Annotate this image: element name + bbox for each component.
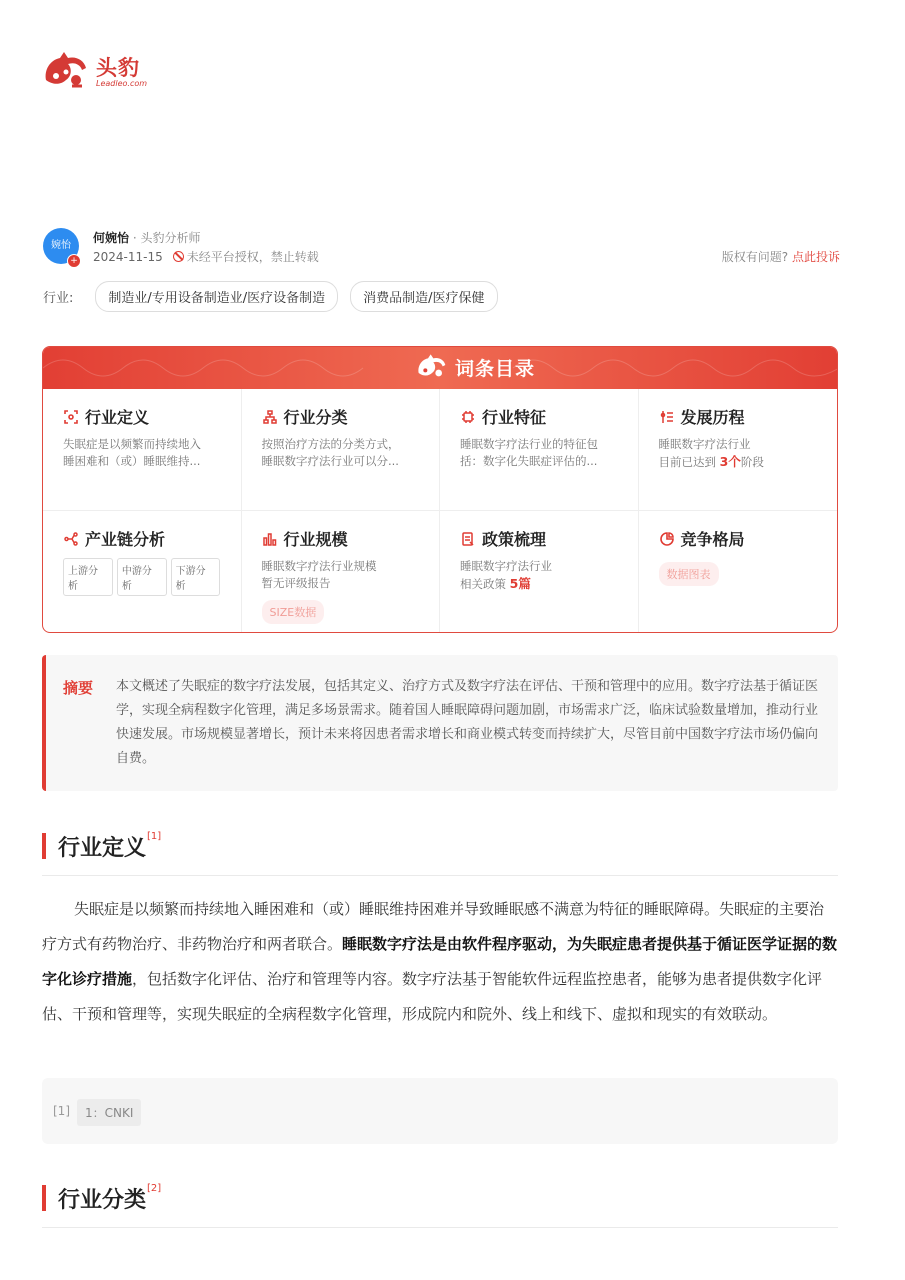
author-meta <box>93 248 319 265</box>
citation-link[interactable]: [1] <box>147 831 162 842</box>
section-marker <box>42 1185 46 1211</box>
catalog-item-desc <box>460 575 618 593</box>
definition-paragraph <box>42 892 838 1032</box>
summary-text: 本文概述了失眠症的数字疗法发展，包括其定义、治疗方式及数字疗法在评估、干预和管理中的应用。数字疗法基于循证医学，实现全病程数字化管理，满足多场景需求。随着国人睡眠障碍问题加剧，市场需求广泛，临床试验数量增加，推动行业快速发展。市场规模显著增长，预计未来将因患者需求增长和商业模式转变而持续扩大，尽管目前中国数字疗法市场仍偏向自费。 <box>116 679 819 766</box>
citation-link[interactable]: [2] <box>147 1183 162 1194</box>
brand-logo[interactable] <box>42 50 152 94</box>
catalog-item-desc: 失眠症是以频繁而持续地入 <box>63 437 201 451</box>
author-name[interactable]: 何婉怡 <box>93 231 130 245</box>
document-icon <box>460 531 476 547</box>
catalog-item-title: 行业特征 <box>482 408 547 427</box>
catalog-item-definition[interactable] <box>43 389 242 511</box>
leopard-logo-icon <box>42 50 90 92</box>
catalog-item-desc: 睡困难和（或）睡眠维持... <box>63 454 201 468</box>
catalog-item-desc: 暂无评级报告 <box>261 576 331 590</box>
size-data-tag[interactable]: SIZE数据 <box>262 600 325 624</box>
section-title: 行业定义 <box>58 836 147 861</box>
section-title: 行业分类 <box>58 1188 147 1213</box>
midstream-tag[interactable]: 中游分析 <box>117 558 167 596</box>
stage-count: 3个 <box>719 454 741 469</box>
catalog-item-chain[interactable] <box>43 511 242 632</box>
catalog-item-history[interactable] <box>639 389 838 511</box>
industry-label: 行业: <box>43 291 74 306</box>
avatar-badge: + <box>67 254 81 268</box>
summary-box <box>42 655 838 791</box>
section-marker <box>42 833 46 859</box>
catalog-item-title: 发展历程 <box>680 408 745 427</box>
scan-icon <box>63 409 79 425</box>
author-avatar[interactable]: 婉怡 <box>43 228 79 264</box>
upstream-tag[interactable]: 上游分析 <box>63 558 113 596</box>
catalog-item-title: 竞争格局 <box>680 530 745 549</box>
timeline-icon <box>659 409 675 425</box>
catalog-item-desc: 睡眠数字疗法行业 <box>658 437 751 451</box>
section-divider <box>42 875 838 876</box>
catalog-item-desc <box>659 453 818 471</box>
chart-data-tag[interactable]: 数据图表 <box>659 562 719 586</box>
pie-chart-icon <box>659 531 675 547</box>
catalog-item-title: 产业链分析 <box>85 530 166 549</box>
downstream-tag[interactable]: 下游分析 <box>171 558 221 596</box>
paragraph-text: 失眠症是以频繁而持续地入睡困难和（或）睡眠维持困难并导致睡眠感不满意为特征的睡眠障碍。失眠症的主要治疗方式有药物治疗、非药物治疗和两者联合。 <box>42 900 825 953</box>
catalog-item-scale[interactable] <box>242 511 441 632</box>
catalog-title-text: 词条目录 <box>455 357 536 380</box>
reference-box <box>42 1078 838 1144</box>
catalog-item-competition[interactable] <box>639 511 838 632</box>
policy-count: 5篇 <box>509 576 531 591</box>
industry-tag[interactable]: 消费品制造/医疗保健 <box>350 281 497 312</box>
catalog-item-desc: 睡眠数字疗法行业 <box>460 559 552 573</box>
catalog-item-features[interactable] <box>440 389 639 511</box>
paragraph-emphasis: 睡眠数字疗法是由软件程序驱动，为失眠症患者提供基于循证医学证据的数字化诊疗措施 <box>42 935 838 988</box>
desc-prefix: 目前已达到 <box>658 455 720 469</box>
repost-notice-text: 未经平台授权，禁止转载 <box>186 250 319 264</box>
leopard-logo-icon <box>415 353 449 381</box>
section-heading <box>42 1183 161 1214</box>
prohibited-icon <box>173 251 184 262</box>
catalog-item-title: 行业规模 <box>283 530 348 549</box>
chip-icon <box>460 409 476 425</box>
catalog-item-desc: 按照治疗方法的分类方式， <box>261 437 400 451</box>
publish-date: 2024-11-15 <box>93 249 163 264</box>
copyright-notice <box>722 248 840 265</box>
paragraph-text: ，包括数字化评估、治疗和管理等内容。数字疗法基于智能软件远程监控患者，能够为患者提供数字化评估、干预和管理等，实现失眠症的全病程数字化管理，形成院内和院外、线上和线下、虚拟和现实的有效联动。 <box>42 970 823 1023</box>
desc-prefix: 相关政策 <box>460 577 510 591</box>
catalog-grid <box>43 389 837 632</box>
catalog-item-policy[interactable] <box>440 511 639 632</box>
author-role: · 头豹分析师 <box>129 231 201 245</box>
catalog-item-title: 行业分类 <box>283 408 348 427</box>
brand-name: 头豹 <box>96 56 140 80</box>
complaint-link[interactable]: 点此投诉 <box>791 250 840 264</box>
industry-tag[interactable]: 制造业/专用设备制造业/医疗设备制造 <box>95 281 338 312</box>
brand-url: Leadleo.com <box>96 79 148 88</box>
catalog-panel <box>42 346 838 633</box>
catalog-item-desc: 睡眠数字疗法行业规模 <box>261 559 377 573</box>
bar-chart-icon <box>262 531 278 547</box>
catalog-item-classification[interactable] <box>242 389 441 511</box>
catalog-header <box>43 347 837 389</box>
summary-label: 摘要 <box>63 679 94 697</box>
chain-icon <box>63 531 79 547</box>
catalog-item-title: 政策梳理 <box>482 530 547 549</box>
catalog-item-desc: 睡眠数字疗法行业可以分... <box>261 454 399 468</box>
section-heading <box>42 831 161 862</box>
industry-row <box>43 281 498 312</box>
hierarchy-icon <box>262 409 278 425</box>
desc-suffix: 阶段 <box>740 455 764 469</box>
catalog-item-desc: 睡眠数字疗法行业的特征包 <box>460 437 598 451</box>
section-divider <box>42 1227 838 1228</box>
reference-source[interactable]: 1：CNKI <box>77 1099 141 1126</box>
catalog-item-title: 行业定义 <box>85 408 150 427</box>
catalog-item-desc: 括：数字化失眠症评估的... <box>460 454 598 468</box>
copyright-question: 版权有问题? <box>721 250 789 264</box>
reference-index: [1] <box>53 1104 70 1118</box>
repost-notice <box>173 248 319 265</box>
catalog-title <box>415 353 535 381</box>
author-line <box>93 229 200 246</box>
